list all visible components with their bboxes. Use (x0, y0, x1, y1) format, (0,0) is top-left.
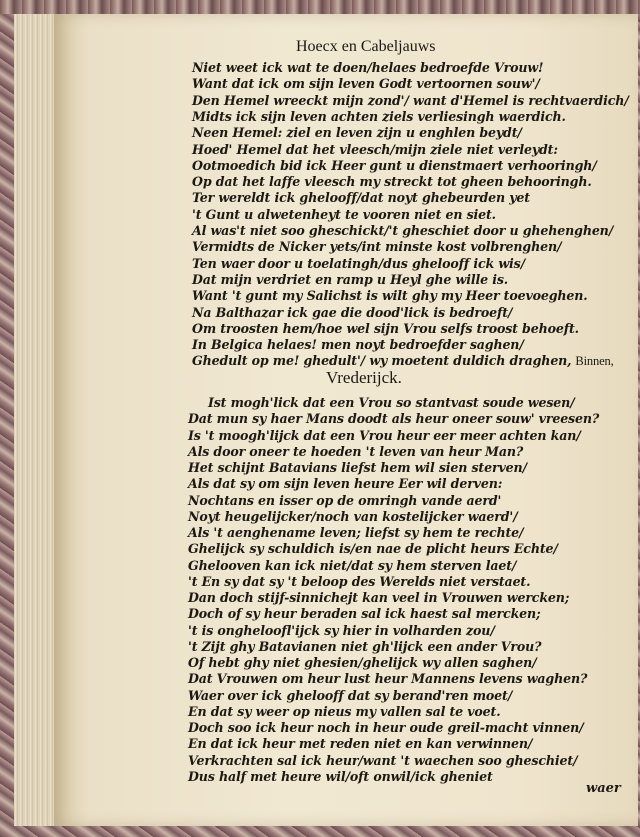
verse-line: Ootmoedich bid ick Heer gunt u dienstmaert verhooringh/ (192, 157, 597, 173)
verse-line: Is 't moogh'lijck dat een Vrou heur eer meer achten kan/ (188, 427, 581, 443)
verse-line: Dat Vrouwen om heur lust heur Mannens levens waghen? (188, 671, 588, 687)
verse-line: Om troosten hem/hoe wel sijn Vrou selfs troost behoeft. (192, 320, 579, 336)
verse-line: Ter wereldt ick ghelooff/dat noyt ghebeurden yet (192, 190, 530, 206)
verse-line: Het schijnt Batavians liefst hem wil sien sterven/ (188, 460, 527, 475)
verse-line: 't Gunt u alwetenheyt te vooren niet en siet. (192, 206, 496, 222)
verse-line: Want dat ick om sijn leven Godt vertoornen souw'/ (192, 76, 540, 92)
verse-line: 't Zijt ghy Batavianen niet gh'lijck een ander Vrou? (188, 638, 542, 654)
verse-line: 't En sy dat sy 't beloop des Werelds niet verstaet. (188, 573, 531, 589)
verse-line: Waer over ick ghelooff dat sy berand'ren moet/ (188, 687, 513, 703)
verse-line: Dan doch stijf-sinnichejt kan veel in Vrouwen wercken; (188, 590, 570, 605)
verse-line: Hoed' Hemel dat het vleesch/mijn ziele niet verleydt: (192, 141, 558, 157)
verse-line: Niet weet ick wat te doen/helaes bedroefde Vrouw! (192, 60, 544, 75)
verse-line: Als 't aenghename leven; liefst sy hem te rechte/ (188, 525, 524, 540)
verse-line: Ghedult op me! ghedult'/ wy moetent duldich draghen, Binnen, (192, 353, 614, 369)
verse-line: Ghelooven kan ick niet/dat sy hem sterven laet/ (188, 557, 517, 573)
verse-line: Doch soo ick heur noch in heur oude greil-macht vinnen/ (188, 720, 584, 735)
verse-line: Na Balthazar ick gae die dood'lick is bedroeft/ (192, 304, 513, 320)
verse-line: Verkrachten sal ick heur/want 't waechen soo gheschiet/ (188, 752, 578, 768)
section-heading: Vrederijck. (326, 368, 402, 387)
stanza-trailer-word: Binnen, (575, 354, 614, 369)
verse-line: En dat sy weer op nieus my vallen sal te voet. (188, 703, 501, 719)
verse-line: Midts ick sijn leven achten ziels verliesingh waerdich. (192, 108, 566, 124)
page-title: Hoecx en Cabeljauws (296, 38, 436, 55)
verse-line: In Belgica helaes! men noyt bedroefder saghen/ (192, 337, 524, 353)
verse-line: Neen Hemel: ziel en leven zijn u enghlen beydt/ (192, 125, 522, 141)
verse-line: Dus half met heure wil/oft onwil/ick gheniet (188, 768, 493, 784)
catchword: waer (586, 781, 621, 796)
page-edges (14, 14, 55, 826)
verse-line: En dat ick heur met reden niet en kan verwinnen/ (188, 736, 533, 752)
verse-line: Ist mogh'lick dat een Vrou so stantvast soude wesen/ (208, 395, 575, 410)
verse-line: Dat mun sy haer Mans doodt als heur oneer souw' vreesen? (188, 411, 600, 427)
verse-line: Den Hemel wreeckt mijn zond'/ want d'Hemel is rechtvaerdich/ (192, 92, 629, 108)
marbled-board-top (0, 0, 640, 14)
verse-line: Ghelijck sy schuldich is/en nae de plicht heurs Echte/ (188, 541, 558, 557)
verse-line: Al was't niet soo gheschickt/'t gheschiet door u ghehenghen/ (192, 223, 614, 238)
verse-line: Vermidts de Nicker yets/int minste kost volbrenghen/ (192, 239, 562, 255)
verse-line: Nochtans en isser op de omringh vande aerd' (188, 492, 502, 508)
verse-line: Dat mijn verdriet en ramp u Heyl ghe wille is. (192, 271, 509, 287)
book-page (54, 14, 638, 826)
verse-line: Als door oneer te hoeden 't leven van heur Man? (188, 443, 524, 459)
verse-line: Als dat sy om sijn leven heure Eer wil derven: (188, 476, 503, 492)
verse-line: Of hebt ghy niet ghesien/ghelijck wy allen saghen/ (188, 655, 537, 670)
verse-line: Want 't gunt my Salichst is wilt ghy my Heer toevoeghen. (192, 288, 588, 304)
verse-line: Ten waer door u toelatingh/dus ghelooff ick wis/ (192, 255, 526, 271)
verse-line: Noyt heugelijcker/noch van kostelijcker waerd'/ (188, 508, 518, 524)
verse-line: Doch of sy heur beraden sal ick haest sal mercken; (188, 606, 541, 622)
verse-line: 't is ongheloofl'ijck sy hier in volharden zou/ (188, 622, 495, 638)
verse-line: Op dat het laffe vleesch my streckt tot gheen behooringh. (192, 174, 592, 190)
